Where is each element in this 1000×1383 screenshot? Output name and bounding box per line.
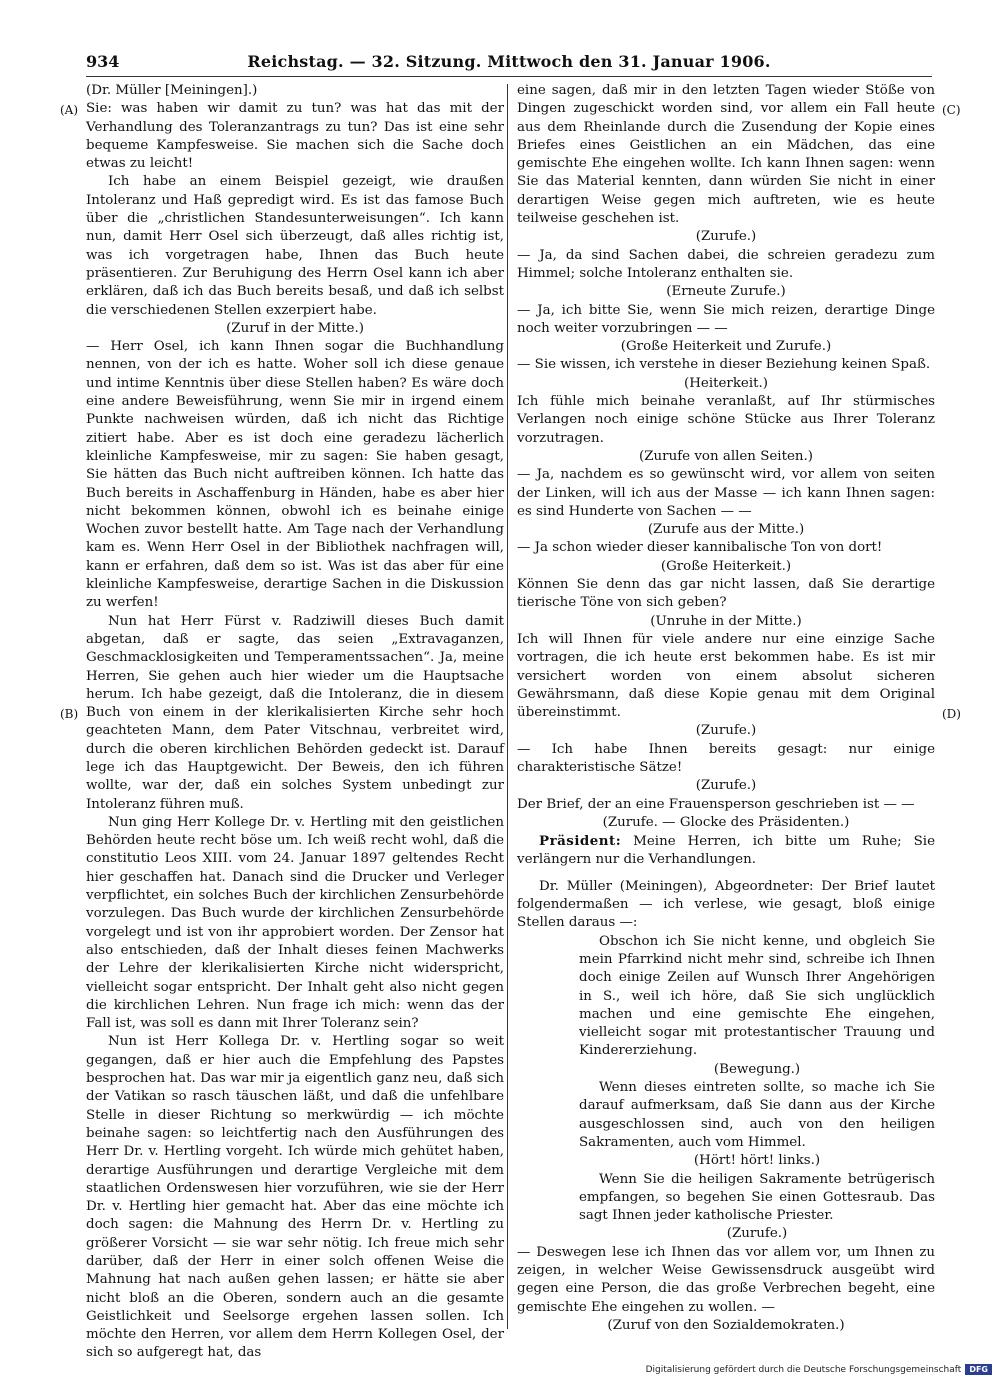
interjection: (Erneute Zurufe.) bbox=[666, 284, 786, 300]
interjection: (Zurufe.) bbox=[695, 229, 757, 245]
interjection: (Hört! hört! links.) bbox=[693, 1153, 821, 1169]
president-label: Präsident: bbox=[539, 833, 622, 850]
president-text: Meine Herren, ich bitte um Ruhe; Sie verlängern nur die Verhandlungen. bbox=[517, 834, 935, 868]
paragraph: Ich habe an einem Beispiel gezeigt, wie draußen Intoleranz und Haß gepredigt wird. Es ist das famose Buch über die „christlichen Standesunterweisungen“. Ich kann nun, damit Herr Osel sich überzeugt, daß alles richtig ist, was ich vorgetragen habe, Ihnen das Buch heute präsentieren. Zur Beruhigung des Herrn Osel kann ich aber erklären, daß ich das Buch bereits besaß, und daß ich selbst die verschiedenen Stellen exzerpiert habe. bbox=[86, 174, 504, 318]
paragraph: — Deswegen lese ich Ihnen das vor allem vor, um Ihnen zu zeigen, in welcher Weise Gewissensdruck ausgeübt wird gegen eine Person, die das große Verbrechen begeht, eine gemischte Ehe eingehen zu wollen. — bbox=[517, 1244, 935, 1315]
speaker-note: (Dr. Müller [Meiningen].) bbox=[86, 83, 258, 98]
paragraph: Ich fühle mich beinahe veranlaßt, auf Ihr stürmisches Verlangen noch einige schöne Stücke aus Ihrer Toleranz vorzutragen. bbox=[517, 394, 935, 446]
interjection: (Unruhe in der Mitte.) bbox=[650, 613, 802, 629]
paragraph: Nun ging Herr Kollege Dr. v. Hertling mit den geistlichen Behörden heute recht böse um. Ich weiß recht wohl, daß die constitutio Leos XIII. vom 24. Januar 1897 geltendes Recht hier geschaffen hat. Danach sind die Drucker und Verleger verpflichtet, ein solches Buch der kirchlichen Zensurbehörde vorzulegen. Das Buch wurde der kirchlichen Zensurbehörde vorgelegt und ist von ihr approbiert worden. Der Zensor hat also entschieden, daß der Inhalt dieses feinen Machwerks der Lehre der klerikalisierten Kirche nicht widerspricht, vielleicht sogar entspricht. Der Inhalt geht also nicht gegen die kirchlichen Lehren. Nun frage ich mich: wenn das der Fall ist, was soll es dann mit Ihrer Toleranz sein? bbox=[86, 814, 504, 1032]
paragraph: — Ja, ich bitte Sie, wenn Sie mich reizen, derartige Dinge noch weiter vorzubringen — — bbox=[517, 302, 935, 336]
president-statement bbox=[517, 832, 935, 870]
paragraph: Nun ist Herr Kollega Dr. v. Hertling sogar so weit gegangen, daß er hier auch die Empfehlung des Papstes besprochen hat. Das war mir ja eigentlich ganz neu, daß sich der Vatikan so rasch täuschen läßt, und daß die unfehlbare Stelle in dieser Richtung so merkwürdig — ich möchte beinahe sagen: so leichtfertig nach den Ausführungen des Herr Dr. v. Hertling vorgeht. Ich würde mich gehütet haben, derartige Ausführungen und derartige Vergleiche mit dem staatlichen Ordenswesen hier vorzuführen, wie sie der Herr Dr. v. Hertling hier gemacht hat. Aber das eine möchte ich doch sagen: die Mahnung des Herrn Dr. v. Hertling zu größerer Vorsicht — sie war sehr nötig. Ich freue mich sehr darüber, daß der Herr in einer solch offenen Weise die Mahnung hat nach außen gehen lassen; er hätte sie aber nicht bloß an die Oberen, sondern auch an die gesamte Geistlichkeit und Seelsorge ergehen lassen sollen. Ich möchte den Herren, vor allem dem Herrn Kollegen Osel, der sich so aufgeregt hat, das bbox=[86, 1034, 504, 1361]
mueller-statement bbox=[517, 878, 935, 933]
paragraph: — Herr Osel, ich kann Ihnen sogar die Buchhandlung nennen, von der ich es hatte. Woher soll ich diese genaue und intime Kenntnis über diese Stellen haben? Es wäre doch eine andere Beweisführung, wenn Sie mir in irgend einem Punkte nachweisen würden, daß ich nicht das Richtige zitiert habe. Aber es ist doch eine geradezu lächerlich kleinliche Kampfesweise, mir zu sagen: Sie haben gesagt, Sie hätten das Buch nicht auftreiben können. Ich hatte das Buch bereits in Aschaffenburg in Händen, habe es aber hier nicht bekommen können, obwohl ich es beinahe einige Wochen zuvor bestellt hatte. Am Tage nach der Verhandlung kam es. Wenn Herr Osel in der Bibliothek nachfragen will, kann er erfahren, daß dem so ist. Was ist das aber für eine kleinliche Kampfesweise, derartige Sachen in die Diskussion zu werfen! bbox=[86, 339, 504, 611]
mueller-text: Der Brief lautet folgendermaßen — ich verlese, wie gesagt, bloß einige Stellen daraus —: bbox=[517, 878, 935, 931]
interjection: (Große Heiterkeit.) bbox=[660, 558, 792, 574]
digitization-footer bbox=[646, 1364, 992, 1375]
paragraph: — Ja, nachdem es so gewünscht wird, vor allem von seiten der Linken, will ich aus der Masse — ich kann Ihnen sagen: es sind Hunderte von Sachen — — bbox=[517, 467, 935, 519]
interjection: (Große Heiterkeit und Zurufe.) bbox=[620, 339, 832, 355]
column-divider bbox=[507, 84, 508, 1329]
interjection: (Zurufe von allen Seiten.) bbox=[639, 448, 813, 464]
paragraph: Der Brief, der an eine Frauensperson geschrieben ist — — bbox=[517, 796, 915, 812]
interjection: (Heiterkeit.) bbox=[684, 375, 768, 391]
paragraph: — Ja, da sind Sachen dabei, die schreien geradezu zum Himmel; solche Intoleranz enthalten sie. bbox=[517, 247, 935, 281]
margin-marker-d: (D) bbox=[942, 707, 961, 721]
interjection: (Zurufe.) bbox=[695, 778, 757, 794]
footer-text: Digitalisierung gefördert durch die Deutsche Forschungsgemeinschaft bbox=[645, 1364, 962, 1375]
mueller-label: Dr. Müller (Meiningen), Abgeordneter: bbox=[539, 878, 814, 894]
paragraph: — Ich habe Ihnen bereits gesagt: nur einige charakteristische Sätze! bbox=[517, 741, 935, 775]
page-number: 934 bbox=[86, 52, 120, 71]
margin-marker-b: (B) bbox=[60, 707, 79, 721]
margin-marker-a: (A) bbox=[60, 103, 79, 117]
paragraph: eine sagen, daß mir in den letzten Tagen wieder Stöße von Dingen zugeschickt worden sind, vor allem ein Fall heute aus dem Rheinlande durch die Zusendung der Kopie eines Briefes eines Geistlichen an ein Mädchen, das eine gemischte Ehe eingehen wollte. Ich kann Ihnen sagen: wenn Sie das Material kennten, dann würden Sie nicht in einer derartigen Weise gegen mich auftreten, wie es heute teilweise geschehen ist. bbox=[517, 83, 935, 227]
paragraph: — Sie wissen, ich verstehe in dieser Beziehung keinen Spaß. bbox=[517, 357, 931, 373]
quote-paragraph: Wenn dieses eintreten sollte, so mache ich Sie darauf aufmerksam, daß Sie dann aus der Kirche ausgeschlossen sind, auch von den heiligen Sakramenten, auch vom Himmel. bbox=[579, 1080, 935, 1150]
running-head: Reichstag. — 32. Sitzung. Mittwoch den 31. Januar 1906. bbox=[247, 52, 771, 71]
interjection: (Zurufe.) bbox=[726, 1226, 788, 1242]
letter-quote bbox=[517, 933, 935, 1244]
interjection: (Zurufe. — Glocke des Präsidenten.) bbox=[602, 814, 850, 830]
interjection: (Zurufe aus der Mitte.) bbox=[647, 522, 805, 538]
interjection: (Zurufe.) bbox=[695, 723, 757, 739]
paragraph: — Ja schon wieder dieser kannibalische Ton von dort! bbox=[517, 540, 883, 556]
interjection: (Bewegung.) bbox=[713, 1061, 801, 1077]
left-column bbox=[86, 82, 504, 1363]
paragraph: Sie: was haben wir damit zu tun? was hat das mit der Verhandlung des Toleranzantrags zu tun? Das ist eine sehr bequeme Kampfesweise. Sie machen sich die Sache doch etwas zu leicht! bbox=[86, 101, 504, 172]
right-column bbox=[517, 82, 935, 1335]
page-header bbox=[86, 50, 932, 77]
interjection: (Zuruf von den Sozialdemokraten.) bbox=[607, 1317, 845, 1333]
quote-paragraph: Wenn Sie die heiligen Sakramente betrügerisch empfangen, so begehen Sie einen Gottesraub. Das sagt Ihnen jeder katholische Priester. bbox=[579, 1171, 935, 1224]
paragraph: Ich will Ihnen für viele andere nur eine einzige Sache vortragen, die ich heute erst bekommen habe. Es ist mir versichert worden von einem absolut sicheren Gewährsmann, daß diese Kopie genau mit dem Original übereinstimmt. bbox=[517, 631, 935, 721]
dfg-logo-icon: DFG bbox=[965, 1364, 992, 1375]
paragraph: Nun hat Herr Fürst v. Radziwill dieses Buch damit abgetan, daß er sagte, das seien „Extravaganzen, Geschmacklosigkeiten und Temperamentssachen“. Ja, meine Herren, Sie gehen auch hier wieder um die Hauptsache herum. Ich habe gezeigt, daß die Intoleranz, die in diesem Buch von einem in der klerikalisierten Kirche sehr hoch geachteten Mann, dem Pater Vitschnau, verbreitet wird, durch die oberen kirchlichen Behörden gedeckt ist. Darauf lege ich das Hauptgewicht. Der Beweis, den ich führen wollte, war der, daß ein solches System unbedingt zur Intoleranz führen muß. bbox=[86, 613, 504, 812]
quote-paragraph: Obschon ich Sie nicht kenne, und obgleich Sie mein Pfarrkind nicht mehr sind, schreibe ich Ihnen doch einige Zeilen auf Wunsch Ihrer Angehörigen in S., weil ich höre, daß Sie sich unglücklich machen und eine gemischte Ehe eingehen, vielleicht sogar mit protestantischer Trauung und Kindererziehung. bbox=[579, 933, 935, 1059]
interjection: (Zuruf in der Mitte.) bbox=[226, 320, 364, 336]
paragraph: Können Sie denn das gar nicht lassen, daß Sie derartige tierische Töne von sich geben? bbox=[517, 577, 935, 611]
margin-marker-c: (C) bbox=[942, 103, 961, 117]
